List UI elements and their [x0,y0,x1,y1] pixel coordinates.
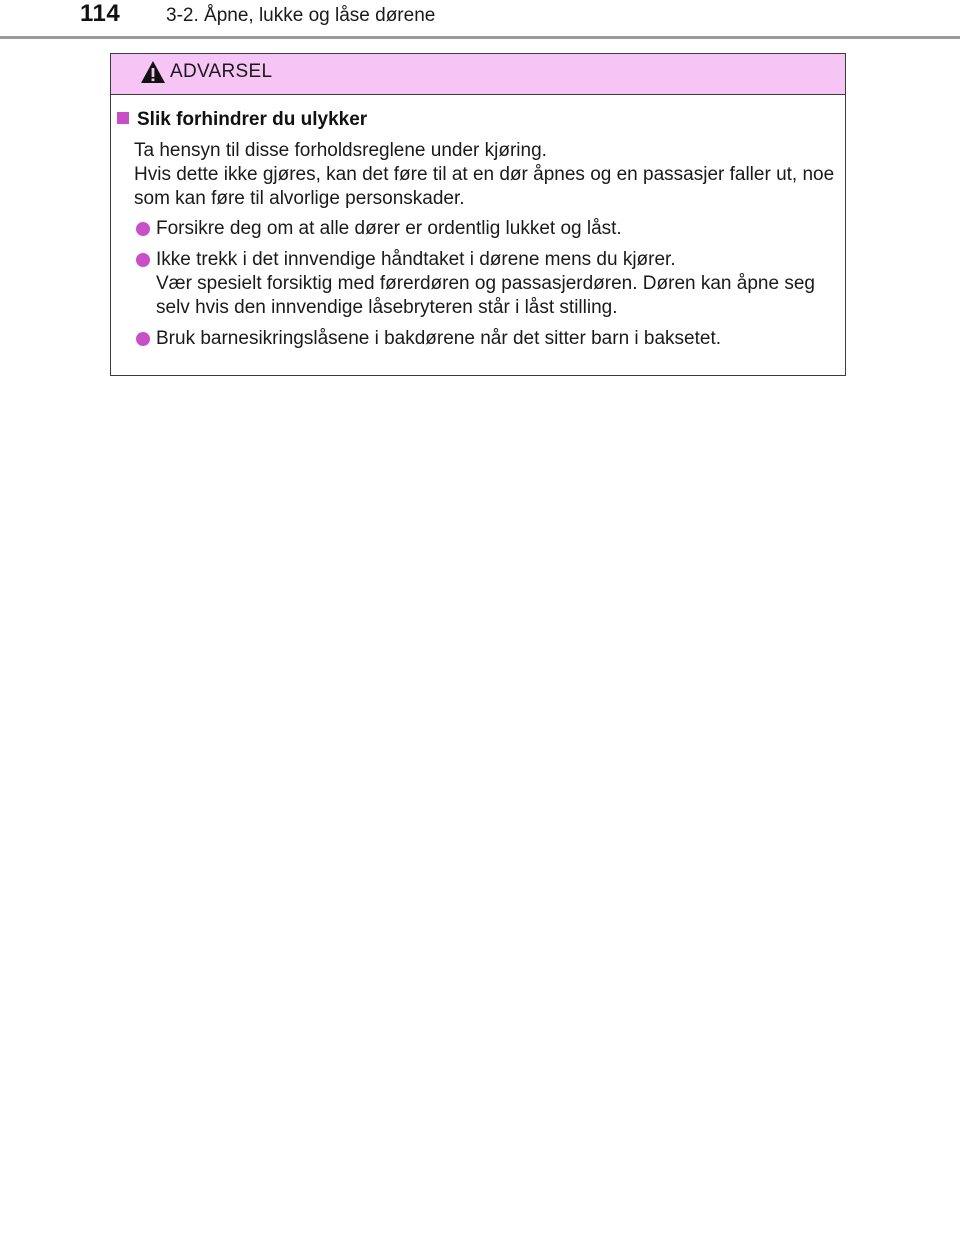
warning-triangle-icon [140,60,166,84]
warning-subheading [117,109,367,131]
precaution-list [134,217,846,358]
list-item [134,248,846,320]
section-title: 3-2. Åpne, lukke og låse dørene [166,5,436,26]
square-bullet-icon [117,112,129,124]
intro-line: Ta hensyn til disse forholdsreglene under kjøring. [134,140,547,161]
list-item-subtext: Vær spesielt forsiktig med førerdøren og passasjerdøren. Døren kan åpne seg selv hvis den innvendige låsebryteren står i låst stilling. [156,273,815,318]
round-bullet-icon [136,222,150,236]
warning-label: ADVARSEL [170,61,273,82]
warning-body [111,95,845,349]
warning-intro [134,139,844,211]
list-item-text: Bruk barnesikringslåsene i bakdørene når det sitter barn i baksetet. [156,328,722,349]
page-number: 114 [80,0,121,27]
intro-line: Hvis dette ikke gjøres, kan det føre til at en dør åpnes og en passasjer faller ut, noe som kan føre til alvorlige personskader. [134,164,835,209]
warning-box [110,53,846,376]
round-bullet-icon [136,253,150,267]
list-item [134,327,846,351]
round-bullet-icon [136,332,150,346]
list-item-text: Ikke trekk i det innvendige håndtaket i dørene mens du kjører. [156,249,676,270]
subheading-text: Slik forhindrer du ulykker [137,109,368,130]
warning-header [111,54,845,95]
list-item [134,217,846,241]
header-divider [0,36,960,39]
list-item-text: Forsikre deg om at alle dører er ordentlig lukket og låst. [156,218,622,239]
page-header [0,0,960,40]
